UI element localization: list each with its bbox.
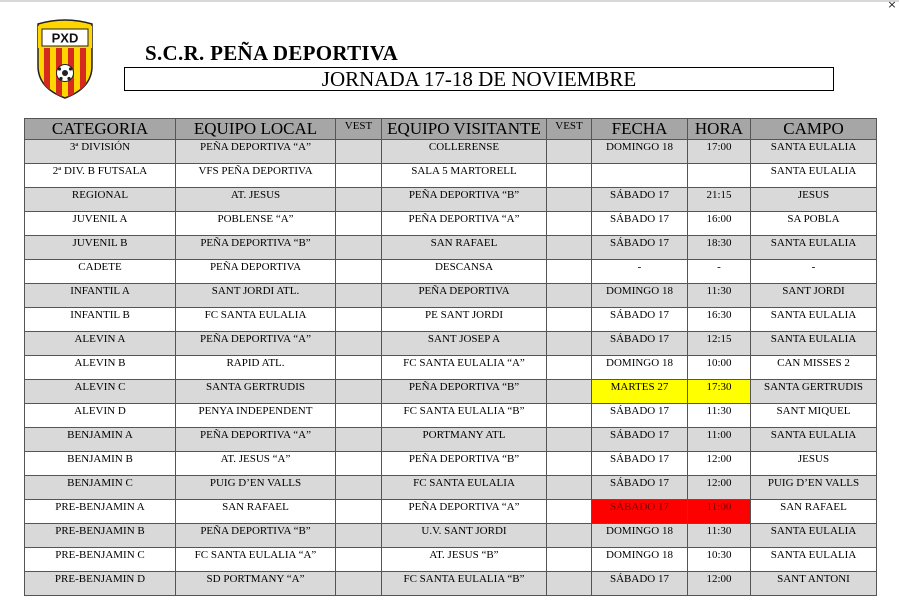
cell-campo: SANTA EULALIA <box>751 164 877 188</box>
cell-hora: 16:00 <box>688 212 751 236</box>
cell-fecha: SÁBADO 17 <box>592 212 688 236</box>
club-crest-logo <box>30 18 100 100</box>
cell-hora: 16:30 <box>688 308 751 332</box>
cell-campo: SANT JORDI <box>751 284 877 308</box>
cell-campo: SANTA EULALIA <box>751 428 877 452</box>
cell-categoria: CADETE <box>25 260 176 284</box>
cell-vest-local <box>336 188 382 212</box>
table-row <box>25 356 877 380</box>
cell-categoria: ALEVIN B <box>25 356 176 380</box>
cell-fecha: SÁBADO 17 <box>592 476 688 500</box>
cell-categoria: INFANTIL B <box>25 308 176 332</box>
cell-equipo-local: PEÑA DEPORTIVA “A” <box>176 428 336 452</box>
cell-categoria: BENJAMIN B <box>25 452 176 476</box>
close-icon[interactable]: × <box>887 0 897 11</box>
cell-vest-local <box>336 308 382 332</box>
table-row <box>25 428 877 452</box>
header-categoria: CATEGORIA <box>25 119 176 140</box>
table-row <box>25 260 877 284</box>
table-row <box>25 188 877 212</box>
table-row <box>25 572 877 596</box>
cell-equipo-local: RAPID ATL. <box>176 356 336 380</box>
cell-fecha: DOMINGO 18 <box>592 140 688 164</box>
cell-fecha: DOMINGO 18 <box>592 284 688 308</box>
table-row <box>25 140 877 164</box>
cell-categoria: JUVENIL A <box>25 212 176 236</box>
cell-categoria: 3ª DIVISIÓN <box>25 140 176 164</box>
cell-equipo-local: VFS PEÑA DEPORTIVA <box>176 164 336 188</box>
cell-hora: 11:30 <box>688 284 751 308</box>
cell-vest-visitante <box>547 188 592 212</box>
cell-vest-visitante <box>547 212 592 236</box>
cell-vest-local <box>336 284 382 308</box>
cell-equipo-visitante: PORTMANY ATL <box>382 428 547 452</box>
cell-campo: SANTA GERTRUDIS <box>751 380 877 404</box>
header-campo: CAMPO <box>751 119 877 140</box>
cell-categoria: JUVENIL B <box>25 236 176 260</box>
cell-hora: 12:00 <box>688 572 751 596</box>
cell-equipo-visitante: PEÑA DEPORTIVA “B” <box>382 188 547 212</box>
cell-fecha: MARTES 27 <box>592 380 688 404</box>
cell-campo: SANTA EULALIA <box>751 308 877 332</box>
cell-equipo-visitante: COLLERENSE <box>382 140 547 164</box>
jornada-title: JORNADA 17-18 DE NOVIEMBRE <box>124 67 834 91</box>
cell-fecha: DOMINGO 18 <box>592 548 688 572</box>
cell-categoria: BENJAMIN C <box>25 476 176 500</box>
table-row <box>25 284 877 308</box>
cell-campo: CAN MISSES 2 <box>751 356 877 380</box>
table-row <box>25 524 877 548</box>
cell-hora: 21:15 <box>688 188 751 212</box>
cell-vest-visitante <box>547 404 592 428</box>
cell-vest-visitante <box>547 140 592 164</box>
table-row <box>25 380 877 404</box>
table-row <box>25 212 877 236</box>
cell-campo: SANTA EULALIA <box>751 332 877 356</box>
cell-vest-visitante <box>547 476 592 500</box>
cell-hora <box>688 164 751 188</box>
cell-vest-visitante <box>547 500 592 524</box>
cell-hora: 18:30 <box>688 236 751 260</box>
cell-equipo-local: PEÑA DEPORTIVA “B” <box>176 236 336 260</box>
cell-equipo-visitante: PE SANT JORDI <box>382 308 547 332</box>
cell-categoria: PRE-BENJAMIN D <box>25 572 176 596</box>
cell-equipo-visitante: PEÑA DEPORTIVA <box>382 284 547 308</box>
cell-hora: 10:30 <box>688 548 751 572</box>
cell-vest-visitante <box>547 356 592 380</box>
header-vest-local: VEST <box>336 119 382 140</box>
cell-vest-local <box>336 380 382 404</box>
cell-campo: SANT ANTONI <box>751 572 877 596</box>
cell-equipo-local: AT. JESUS <box>176 188 336 212</box>
cell-equipo-visitante: U.V. SANT JORDI <box>382 524 547 548</box>
cell-campo: - <box>751 260 877 284</box>
cell-equipo-local: SANTA GERTRUDIS <box>176 380 336 404</box>
cell-vest-local <box>336 212 382 236</box>
table-row <box>25 332 877 356</box>
header-vest-visitante: VEST <box>547 119 592 140</box>
cell-categoria: ALEVIN C <box>25 380 176 404</box>
cell-categoria: ALEVIN D <box>25 404 176 428</box>
cell-campo: JESUS <box>751 452 877 476</box>
cell-equipo-visitante: PEÑA DEPORTIVA “B” <box>382 452 547 476</box>
cell-categoria: PRE-BENJAMIN A <box>25 500 176 524</box>
table-header-row <box>25 119 877 140</box>
header-hora: HORA <box>688 119 751 140</box>
cell-equipo-visitante: DESCANSA <box>382 260 547 284</box>
cell-hora: 11:00 <box>688 428 751 452</box>
cell-equipo-visitante: FC SANTA EULALIA “B” <box>382 404 547 428</box>
cell-fecha: SÁBADO 17 <box>592 332 688 356</box>
cell-campo: SANT MIQUEL <box>751 404 877 428</box>
window-top-edge <box>0 0 899 2</box>
cell-equipo-local: SD PORTMANY “A” <box>176 572 336 596</box>
fixtures-body <box>25 140 877 596</box>
cell-hora: 17:00 <box>688 140 751 164</box>
cell-campo: SANTA EULALIA <box>751 548 877 572</box>
cell-hora: 12:00 <box>688 476 751 500</box>
cell-fecha: SÁBADO 17 <box>592 236 688 260</box>
cell-hora: 11:30 <box>688 404 751 428</box>
cell-equipo-visitante: FC SANTA EULALIA “B” <box>382 572 547 596</box>
cell-vest-visitante <box>547 524 592 548</box>
cell-fecha: SÁBADO 17 <box>592 308 688 332</box>
cell-vest-visitante <box>547 428 592 452</box>
cell-fecha: DOMINGO 18 <box>592 524 688 548</box>
cell-equipo-local: POBLENSE “A” <box>176 212 336 236</box>
cell-equipo-local: PEÑA DEPORTIVA <box>176 260 336 284</box>
cell-equipo-local: FC SANTA EULALIA “A” <box>176 548 336 572</box>
cell-fecha: SÁBADO 17 <box>592 404 688 428</box>
cell-vest-local <box>336 260 382 284</box>
cell-equipo-local: FC SANTA EULALIA <box>176 308 336 332</box>
cell-vest-local <box>336 476 382 500</box>
cell-equipo-local: SAN RAFAEL <box>176 500 336 524</box>
cell-equipo-visitante: SANT JOSEP A <box>382 332 547 356</box>
cell-equipo-local: PUIG D’EN VALLS <box>176 476 336 500</box>
header-fecha: FECHA <box>592 119 688 140</box>
cell-vest-visitante <box>547 548 592 572</box>
cell-vest-visitante <box>547 380 592 404</box>
cell-equipo-visitante: SAN RAFAEL <box>382 236 547 260</box>
cell-hora: 11:30 <box>688 524 751 548</box>
cell-equipo-visitante: SALA 5 MARTORELL <box>382 164 547 188</box>
cell-fecha: SÁBADO 17 <box>592 428 688 452</box>
cell-equipo-visitante: PEÑA DEPORTIVA “A” <box>382 500 547 524</box>
cell-categoria: 2ª DIV. B FUTSALA <box>25 164 176 188</box>
table-row <box>25 164 877 188</box>
cell-vest-local <box>336 452 382 476</box>
cell-equipo-local: AT. JESUS “A” <box>176 452 336 476</box>
cell-campo: SAN RAFAEL <box>751 500 877 524</box>
table-row <box>25 308 877 332</box>
cell-categoria: PRE-BENJAMIN B <box>25 524 176 548</box>
cell-campo: SANTA EULALIA <box>751 236 877 260</box>
cell-vest-visitante <box>547 260 592 284</box>
cell-equipo-visitante: PEÑA DEPORTIVA “A” <box>382 212 547 236</box>
cell-categoria: REGIONAL <box>25 188 176 212</box>
cell-equipo-visitante: AT. JESUS “B” <box>382 548 547 572</box>
cell-vest-visitante <box>547 284 592 308</box>
table-row <box>25 476 877 500</box>
cell-vest-local <box>336 548 382 572</box>
cell-hora: 12:15 <box>688 332 751 356</box>
cell-campo: SA POBLA <box>751 212 877 236</box>
cell-equipo-local: PEÑA DEPORTIVA “A” <box>176 332 336 356</box>
cell-categoria: BENJAMIN A <box>25 428 176 452</box>
cell-vest-visitante <box>547 332 592 356</box>
cell-vest-local <box>336 500 382 524</box>
club-title: S.C.R. PEÑA DEPORTIVA <box>145 41 399 65</box>
cell-vest-visitante <box>547 452 592 476</box>
cell-vest-local <box>336 524 382 548</box>
table-row <box>25 500 877 524</box>
cell-vest-visitante <box>547 164 592 188</box>
cell-campo: PUIG D’EN VALLS <box>751 476 877 500</box>
table-row <box>25 404 877 428</box>
cell-categoria: ALEVIN A <box>25 332 176 356</box>
cell-fecha: SÁBADO 17 <box>592 500 688 524</box>
cell-hora: 11:00 <box>688 500 751 524</box>
cell-campo: SANTA EULALIA <box>751 140 877 164</box>
cell-fecha: SÁBADO 17 <box>592 452 688 476</box>
cell-hora: - <box>688 260 751 284</box>
cell-vest-visitante <box>547 236 592 260</box>
fixtures-table <box>24 118 877 596</box>
cell-hora: 12:00 <box>688 452 751 476</box>
svg-text:PXD: PXD <box>51 30 79 46</box>
cell-vest-local <box>336 164 382 188</box>
cell-vest-visitante <box>547 572 592 596</box>
cell-campo: SANTA EULALIA <box>751 524 877 548</box>
cell-vest-local <box>336 236 382 260</box>
cell-hora: 17:30 <box>688 380 751 404</box>
table-row <box>25 548 877 572</box>
cell-vest-local <box>336 356 382 380</box>
cell-equipo-visitante: FC SANTA EULALIA <box>382 476 547 500</box>
cell-categoria: INFANTIL A <box>25 284 176 308</box>
cell-equipo-local: PEÑA DEPORTIVA “A” <box>176 140 336 164</box>
cell-vest-local <box>336 140 382 164</box>
table-row <box>25 452 877 476</box>
table-row <box>25 236 877 260</box>
cell-vest-local <box>336 332 382 356</box>
cell-equipo-visitante: PEÑA DEPORTIVA “B” <box>382 380 547 404</box>
cell-equipo-local: PEÑA DEPORTIVA “B” <box>176 524 336 548</box>
cell-fecha <box>592 164 688 188</box>
cell-fecha: SÁBADO 17 <box>592 188 688 212</box>
cell-vest-local <box>336 428 382 452</box>
cell-equipo-local: PENYA INDEPENDENT <box>176 404 336 428</box>
cell-campo: JESUS <box>751 188 877 212</box>
cell-equipo-local: SANT JORDI ATL. <box>176 284 336 308</box>
cell-equipo-visitante: FC SANTA EULALIA “A” <box>382 356 547 380</box>
cell-vest-visitante <box>547 308 592 332</box>
header-equipo-visitante: EQUIPO VISITANTE <box>382 119 547 140</box>
cell-vest-local <box>336 572 382 596</box>
cell-hora: 10:00 <box>688 356 751 380</box>
cell-fecha: - <box>592 260 688 284</box>
cell-categoria: PRE-BENJAMIN C <box>25 548 176 572</box>
cell-vest-local <box>336 404 382 428</box>
cell-fecha: DOMINGO 18 <box>592 356 688 380</box>
cell-fecha: SÁBADO 17 <box>592 572 688 596</box>
header-equipo-local: EQUIPO LOCAL <box>176 119 336 140</box>
